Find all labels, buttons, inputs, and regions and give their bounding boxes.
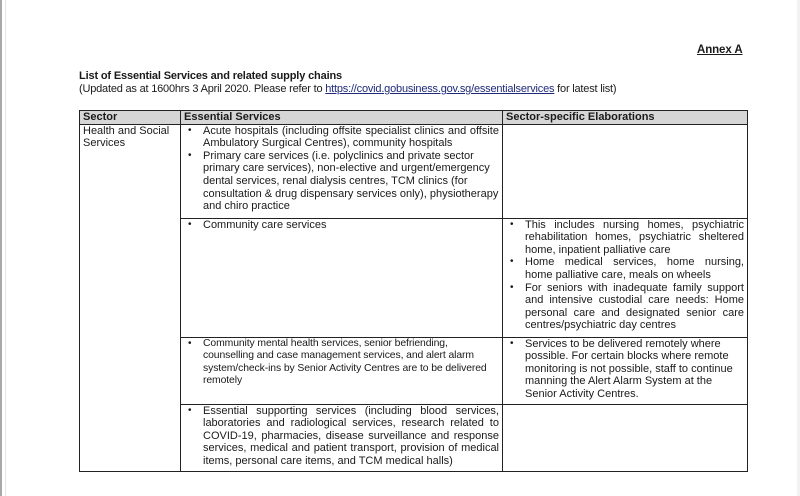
- page-edge-inner: [5, 0, 6, 496]
- document-subtitle: [79, 83, 616, 95]
- list-item: • Primary care services (i.e. polyclinics and private sector primary care services), non-elective and urgent/emergency dental services, renal dialysis centres, TCM clinics (for consultation & drug dispensary services only), physiotherapy and chiro practice: [184, 150, 499, 213]
- table-header-row: [80, 111, 748, 125]
- list-item: • Acute hospitals (including offsite specialist clinics and offsite Ambulatory Surgical Centres), community hospitals: [184, 125, 499, 150]
- page-edge: [0, 0, 2, 496]
- annex-label: Annex A: [697, 44, 743, 56]
- essential-services-table: [79, 110, 748, 472]
- header-essential-services: Essential Services: [181, 111, 503, 125]
- document-title: List of Essential Services and related supply chains: [79, 70, 343, 82]
- list-item: • Home medical services, home nursing, home palliative care, meals on wheels: [506, 256, 744, 281]
- elaborations-cell: [503, 404, 748, 471]
- table-row: [80, 337, 748, 404]
- services-cell: [181, 218, 503, 337]
- list-item: • This includes nursing homes, psychiatric rehabilitation homes, psychiatric sheltered home, inpatient palliative care: [506, 219, 744, 257]
- header-elaborations: Sector-specific Elaborations: [503, 111, 748, 125]
- list-item: • Community care services: [184, 219, 499, 232]
- table-row: [80, 124, 748, 218]
- services-cell: [181, 404, 503, 471]
- essential-services-link[interactable]: https://covid.gobusiness.gov.sg/essentialservices: [325, 83, 555, 95]
- subtitle-prefix: (Updated as at 1600hrs 3 April 2020. Please refer to: [79, 83, 326, 95]
- services-cell: [181, 124, 503, 218]
- list-item: • Community mental health services, senior befriending, counselling and case management services, and alert alarm system/check-ins by Senior Activity Centres are to be delivered remotely: [184, 338, 499, 388]
- list-item: • For seniors with inadequate family support and intensive custodial care needs: Home personal care and designated senior care centres/psychiatric day centres: [506, 282, 744, 332]
- list-item: • Services to be delivered remotely where possible. For certain blocks where remote monitoring is not possible, staff to continue manning the Alert Alarm System at the Senior Activity Centres.: [506, 338, 744, 401]
- sector-cell: Health and Social Services: [80, 124, 181, 471]
- services-cell: [181, 337, 503, 404]
- table-row: [80, 404, 748, 471]
- elaborations-cell: [503, 124, 748, 218]
- elaborations-cell: [503, 337, 748, 404]
- header-sector: Sector: [80, 111, 181, 125]
- subtitle-suffix: for latest list): [554, 83, 617, 95]
- elaborations-cell: [503, 218, 748, 337]
- list-item: • Essential supporting services (including blood services, laboratories and radiological services, research related to COVID-19, pharmacies, disease surveillance and response services, medical and patient transport, provision of medical items, personal care items, and TCM medical halls): [184, 405, 499, 468]
- table-row: [80, 218, 748, 337]
